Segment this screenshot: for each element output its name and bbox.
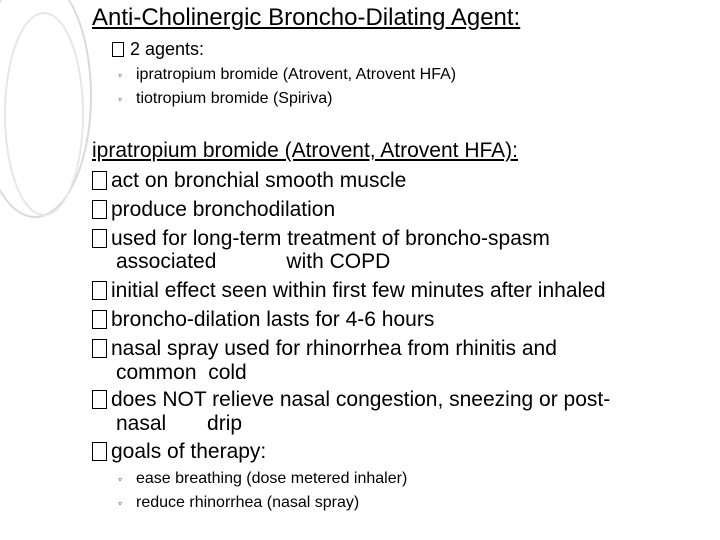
agent-text: ipratropium bromide (Atrovent, Atrovent HFA): [136, 66, 457, 83]
checkbox-bullet-icon: [92, 171, 107, 190]
agent-list-item: [118, 65, 456, 85]
agent-list-item: [118, 89, 333, 109]
checkbox-bullet-icon: [92, 390, 107, 409]
bullet-text: does NOT relieve nasal congestion, sneezing or post-: [111, 388, 611, 411]
checkbox-bullet-icon: [92, 229, 107, 248]
checkbox-bullet-icon: [92, 310, 107, 329]
bullet-continuation: associated with COPD: [116, 250, 391, 273]
goal-text: ease breathing (dose metered inhaler): [136, 470, 408, 487]
bullet-text: goals of therapy:: [111, 440, 267, 463]
ring-bullet-icon: ◦: [118, 92, 123, 106]
slide-title: Anti-Cholinergic Broncho-Dilating Agent:: [92, 4, 521, 31]
bullet-item: [92, 197, 335, 223]
ring-bullet-icon: ◦: [118, 68, 123, 82]
goal-list-item: [118, 493, 359, 513]
agents-intro-item: [112, 38, 204, 60]
checkbox-bullet-icon: [92, 442, 107, 461]
bullet-text: act on bronchial smooth muscle: [111, 169, 407, 192]
agent-text: tiotropium bromide (Spiriva): [136, 90, 333, 107]
bullet-text: initial effect seen within first few minutes after inhaled: [111, 279, 606, 302]
decorative-arc-inner: [4, 12, 84, 216]
bullet-item: [92, 278, 606, 304]
bullet-continuation: common cold: [116, 361, 247, 384]
bullet-item: [92, 336, 557, 362]
bullet-text: used for long-term treatment of broncho-spasm: [111, 227, 550, 250]
ring-bullet-icon: ◦: [118, 472, 123, 486]
bullet-text: produce bronchodilation: [111, 198, 336, 221]
bullet-item: [92, 387, 610, 413]
agents-intro-text: 2 agents:: [130, 39, 205, 59]
goal-text: reduce rhinorrhea (nasal spray): [136, 494, 360, 511]
bullet-continuation: nasal drip: [116, 412, 243, 435]
bullet-text: nasal spray used for rhinorrhea from rhinitis and: [111, 337, 557, 360]
goal-list-item: [118, 469, 407, 489]
bullet-item: [92, 168, 406, 194]
checkbox-bullet-icon: [112, 42, 124, 57]
bullet-text: broncho-dilation lasts for 4-6 hours: [111, 308, 435, 331]
bullet-item: [92, 439, 266, 465]
checkbox-bullet-icon: [92, 200, 107, 219]
ring-bullet-icon: ◦: [118, 496, 123, 510]
checkbox-bullet-icon: [92, 339, 107, 358]
bullet-item: [92, 307, 434, 333]
checkbox-bullet-icon: [92, 281, 107, 300]
section-heading: ipratropium bromide (Atrovent, Atrovent HFA):: [92, 139, 518, 162]
